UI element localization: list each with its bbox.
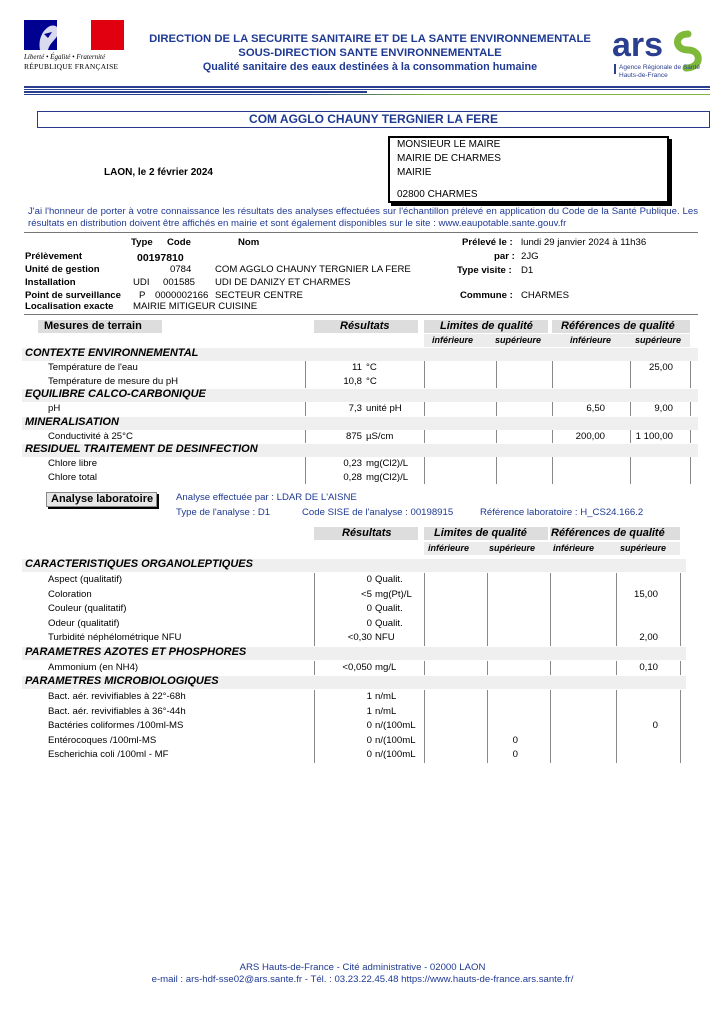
cell-border bbox=[550, 573, 551, 588]
footer-address: ARS Hauts-de-France - Cité administrative - 02000 LAON bbox=[239, 962, 486, 973]
result-unit: °C bbox=[366, 362, 377, 373]
address-line: 02800 CHARMES bbox=[397, 189, 478, 200]
result-value: 875 bbox=[345, 430, 362, 442]
cell-border bbox=[680, 690, 681, 705]
ars-logo-icon bbox=[610, 28, 710, 80]
labo-references-header: Références de qualité bbox=[551, 527, 665, 539]
cell-border bbox=[496, 402, 497, 416]
page-title: COM AGGLO CHAUNY TERGNIER LA FERE bbox=[37, 111, 710, 128]
result-value: 0 bbox=[366, 574, 372, 585]
ars-sub2: Hauts-de-France bbox=[619, 72, 668, 79]
result-unit: n/(100mL bbox=[375, 749, 416, 760]
cell-border bbox=[314, 661, 315, 676]
parameter-label: Turbidité néphélométrique NFU bbox=[48, 632, 182, 643]
cell-border bbox=[424, 631, 425, 646]
cell-border bbox=[680, 734, 681, 749]
parameter-label: Escherichia coli /100ml - MF bbox=[48, 749, 169, 760]
cell-border bbox=[680, 602, 681, 617]
ref-sup-value: 25,00 bbox=[648, 362, 673, 373]
section-title: PARAMETRES MICROBIOLOGIQUES bbox=[25, 675, 219, 687]
cell-border bbox=[424, 430, 425, 444]
cell-border bbox=[630, 361, 631, 375]
ps-label: Point de surveillance bbox=[25, 290, 121, 301]
installation-code: 001585 bbox=[163, 277, 196, 288]
cell-border bbox=[616, 617, 617, 632]
section-title: MINERALISATION bbox=[25, 415, 119, 428]
parameter-label: Aspect (qualitatif) bbox=[48, 574, 123, 585]
cell-border bbox=[550, 661, 551, 676]
result-unit: n/mL bbox=[375, 705, 397, 717]
cell-border bbox=[616, 734, 617, 749]
cell-border bbox=[550, 602, 551, 617]
cell-border bbox=[550, 734, 551, 749]
ars-sub1: Agence Régionale de Santé bbox=[619, 64, 700, 71]
cell-border bbox=[616, 661, 617, 676]
preleve-label: Prélevé le : bbox=[462, 237, 513, 248]
cell-border bbox=[424, 573, 425, 588]
cell-border bbox=[424, 617, 425, 632]
cell-border bbox=[487, 748, 488, 763]
cell-border bbox=[630, 375, 631, 389]
cell-border bbox=[550, 588, 551, 603]
udg-code: 0784 bbox=[170, 264, 192, 275]
cell-border bbox=[305, 402, 306, 416]
commune-label: Commune : bbox=[460, 290, 513, 301]
cell-border bbox=[314, 705, 315, 720]
cell-border bbox=[680, 573, 681, 588]
result-unit: mg(Cl2)/L bbox=[366, 471, 409, 483]
result-value: <5 bbox=[361, 588, 372, 600]
section-title: CARACTERISTIQUES ORGANOLEPTIQUES bbox=[25, 558, 253, 570]
header-stripes bbox=[24, 86, 710, 98]
result-unit: °C bbox=[366, 375, 377, 387]
result-value: 1 bbox=[366, 691, 372, 702]
parameter-label: Bact. aér. revivifiables à 36°-44h bbox=[48, 705, 186, 717]
labo-code-sise: Code SISE de l'analyse : 00198915 bbox=[302, 507, 454, 518]
type-visite-value: D1 bbox=[521, 265, 534, 276]
parameter-label: pH bbox=[48, 403, 61, 414]
parameter-label: Couleur (qualitatif) bbox=[48, 603, 127, 614]
cell-border bbox=[690, 430, 691, 444]
ref-sup-value: 0,10 bbox=[639, 661, 658, 673]
cell-border bbox=[690, 402, 691, 416]
result-value: 0 bbox=[366, 720, 372, 731]
ars-logo bbox=[610, 28, 710, 80]
parameter-label: Température de mesure du pH bbox=[48, 375, 179, 387]
cell-border bbox=[314, 631, 315, 646]
result-unit: n/mL bbox=[375, 691, 397, 702]
cell-border bbox=[680, 661, 681, 676]
section-title: EQUILIBRE CALCO-CARBONIQUE bbox=[25, 388, 206, 400]
cell-border bbox=[487, 631, 488, 646]
cell-border bbox=[487, 602, 488, 617]
cell-border bbox=[630, 430, 631, 444]
terrain-references-header: Références de qualité bbox=[561, 320, 675, 332]
cell-border bbox=[424, 588, 425, 603]
result-value: 11 bbox=[352, 362, 362, 373]
result-value: 0 bbox=[366, 734, 372, 746]
cell-border bbox=[552, 430, 553, 444]
cell-border bbox=[552, 471, 553, 485]
cell-border bbox=[487, 588, 488, 603]
cell-border bbox=[680, 617, 681, 632]
cell-border bbox=[314, 617, 315, 632]
labo-ref-labo: Référence laboratoire : H_CS24.166.2 bbox=[480, 507, 644, 518]
parameter-label: Bactéries coliformes /100ml-MS bbox=[48, 720, 184, 731]
cell-border bbox=[550, 631, 551, 646]
result-value: 1 bbox=[366, 705, 372, 717]
cell-border bbox=[314, 588, 315, 603]
cell-border bbox=[424, 734, 425, 749]
cell-border bbox=[616, 573, 617, 588]
cell-border bbox=[680, 588, 681, 603]
cell-border bbox=[552, 457, 553, 471]
col-nom-header: Nom bbox=[238, 237, 260, 248]
ref-inf-value: 200,00 bbox=[575, 430, 605, 442]
cell-border bbox=[630, 402, 631, 416]
installation-type: UDI bbox=[133, 277, 150, 288]
result-value: 0 bbox=[366, 617, 372, 629]
ref-sup-value: 2,00 bbox=[639, 632, 658, 643]
cell-border bbox=[424, 748, 425, 763]
prelevement-label: Prélèvement bbox=[25, 251, 83, 262]
ref-sup-value: 9,00 bbox=[654, 403, 673, 414]
date-line: LAON, le 2 février 2024 bbox=[104, 167, 213, 178]
type-visite-label: Type visite : bbox=[457, 265, 512, 276]
parameter-label: Odeur (qualitatif) bbox=[48, 617, 120, 629]
udg-label: Unité de gestion bbox=[25, 264, 100, 275]
cell-border bbox=[552, 361, 553, 375]
rf-name: RÉPUBLIQUE FRANÇAISE bbox=[24, 62, 119, 71]
cell-border bbox=[616, 602, 617, 617]
cell-border bbox=[496, 375, 497, 389]
result-value: <0,050 bbox=[342, 661, 372, 673]
result-unit: mg(Cl2)/L bbox=[366, 458, 409, 469]
result-unit: NFU bbox=[375, 632, 395, 643]
republique-francaise-logo bbox=[24, 20, 126, 74]
cell-border bbox=[424, 602, 425, 617]
terrain-limites-header: Limites de qualité bbox=[440, 320, 533, 332]
preleve-value: lundi 29 janvier 2024 à 11h36 bbox=[521, 237, 647, 248]
cell-border bbox=[487, 573, 488, 588]
cell-border bbox=[424, 402, 425, 416]
ref-sup-value: 15,00 bbox=[633, 588, 658, 600]
section-title: CONTEXTE ENVIRONNEMENTAL bbox=[25, 347, 199, 359]
ars-brand: ars bbox=[612, 28, 664, 64]
cell-border bbox=[690, 471, 691, 485]
result-value: 0 bbox=[366, 749, 372, 760]
address-line: MAIRIE bbox=[397, 167, 432, 178]
cell-border bbox=[552, 375, 553, 389]
installation-label: Installation bbox=[25, 277, 76, 288]
labo-lim-inf-header: inférieure bbox=[428, 543, 470, 553]
cell-border bbox=[616, 588, 617, 603]
cell-border bbox=[550, 617, 551, 632]
header-sous-direction: SOUS-DIRECTION SANTE ENVIRONNEMENTALE bbox=[238, 47, 502, 59]
cell-border bbox=[424, 719, 425, 734]
limit-sup-value: 0 bbox=[512, 734, 518, 746]
cell-border bbox=[680, 748, 681, 763]
result-value: 10,8 bbox=[343, 375, 362, 387]
cell-border bbox=[314, 734, 315, 749]
parameter-label: Chlore libre bbox=[48, 458, 98, 469]
cell-border bbox=[496, 471, 497, 485]
cell-border bbox=[314, 602, 315, 617]
labo-ref-inf-header: inférieure bbox=[553, 543, 595, 553]
limit-sup-value: 0 bbox=[512, 749, 518, 760]
cell-border bbox=[314, 573, 315, 588]
cell-border bbox=[305, 375, 306, 389]
parameter-label: Conductivité à 25°C bbox=[48, 430, 133, 442]
cell-border bbox=[487, 690, 488, 705]
intro-text: J'ai l'honneur de porter à votre connaissance les résultats des analyses effectuées sur l'échantillon prélevé en application du Code de la Santé Publique. Les résultats en distribution doivent être affichés en mairie et sont également disponibles sur le site : www.eaupotable.sante.gouv.fr bbox=[28, 206, 698, 229]
cell-border bbox=[690, 375, 691, 389]
result-unit: mg(Pt)/L bbox=[375, 588, 412, 600]
labo-lim-sup-header: supérieure bbox=[489, 543, 536, 553]
cell-border bbox=[305, 430, 306, 444]
cell-border bbox=[424, 471, 425, 485]
cell-border bbox=[630, 457, 631, 471]
cell-border bbox=[550, 705, 551, 720]
cell-border bbox=[487, 661, 488, 676]
cell-border bbox=[487, 617, 488, 632]
cell-border bbox=[550, 690, 551, 705]
prelevement-code: 00197810 bbox=[137, 252, 184, 264]
ref-sup-value: 1 100,00 bbox=[635, 430, 673, 442]
parameter-label: Ammonium (en NH4) bbox=[48, 661, 139, 673]
separator bbox=[24, 314, 698, 315]
cell-border bbox=[305, 361, 306, 375]
labo-limites-header: Limites de qualité bbox=[434, 527, 527, 539]
cell-border bbox=[424, 705, 425, 720]
cell-border bbox=[616, 690, 617, 705]
result-value: <0,30 bbox=[347, 632, 372, 643]
cell-border bbox=[487, 719, 488, 734]
parameter-label: Chlore total bbox=[48, 471, 98, 483]
labo-ref-sup-header: supérieure bbox=[620, 543, 667, 553]
result-unit: mg/L bbox=[375, 661, 397, 673]
result-unit: n/(100mL bbox=[375, 734, 416, 746]
rf-motto: Liberté • Égalité • Fraternité bbox=[24, 53, 106, 61]
result-unit: unité pH bbox=[366, 403, 402, 414]
udg-nom: COM AGGLO CHAUNY TERGNIER LA FERE bbox=[215, 264, 411, 275]
terrain-lim-inf-header: inférieure bbox=[432, 335, 474, 345]
terrain-resultats-header: Résultats bbox=[340, 320, 390, 332]
parameter-label: Température de l'eau bbox=[48, 362, 138, 373]
cell-border bbox=[314, 748, 315, 763]
labo-type-analyse: Type de l'analyse : D1 bbox=[176, 507, 271, 518]
section-title: RESIDUEL TRAITEMENT DE DESINFECTION bbox=[25, 443, 258, 455]
cell-border bbox=[616, 748, 617, 763]
cell-border bbox=[487, 705, 488, 720]
cell-border bbox=[616, 705, 617, 720]
cell-border bbox=[424, 375, 425, 389]
cell-border bbox=[616, 631, 617, 646]
header-subtitle: Qualité sanitaire des eaux destinées à la consommation humaine bbox=[202, 61, 538, 73]
cell-border bbox=[487, 734, 488, 749]
header-direction: DIRECTION DE LA SECURITE SANITAIRE ET DE LA SANTE ENVIRONNEMENTALE bbox=[149, 33, 591, 45]
installation-nom: UDI DE DANIZY ET CHARMES bbox=[215, 277, 351, 288]
cell-border bbox=[550, 748, 551, 763]
result-unit: Qualit. bbox=[375, 603, 403, 614]
section-band bbox=[22, 417, 698, 430]
cell-border bbox=[424, 457, 425, 471]
result-value: 0,28 bbox=[343, 471, 362, 483]
cell-border bbox=[680, 631, 681, 646]
labo-effectuee: Analyse effectuée par : LDAR DE L'AISNE bbox=[176, 492, 357, 503]
ps-code: 0000002166 bbox=[155, 290, 209, 301]
result-value: 7,3 bbox=[348, 403, 362, 414]
terrain-lim-sup-header: supérieure bbox=[495, 335, 542, 345]
cell-border bbox=[616, 719, 617, 734]
address-line: MAIRIE DE CHARMES bbox=[397, 153, 501, 164]
parameter-label: Bact. aér. revivifiables à 22°-68h bbox=[48, 691, 186, 702]
cell-border bbox=[314, 719, 315, 734]
cell-border bbox=[550, 719, 551, 734]
terrain-title: Mesures de terrain bbox=[44, 320, 142, 332]
par-label: par : bbox=[494, 251, 515, 262]
cell-border bbox=[496, 457, 497, 471]
commune-value: CHARMES bbox=[521, 290, 569, 301]
cell-border bbox=[496, 361, 497, 375]
terrain-ref-inf-header: inférieure bbox=[570, 335, 612, 345]
marianne-flag-icon bbox=[24, 20, 124, 50]
result-value: 0 bbox=[366, 603, 372, 614]
cell-border bbox=[690, 457, 691, 471]
ps-nom: SECTEUR CENTRE bbox=[215, 290, 303, 301]
result-unit: Qualit. bbox=[375, 617, 403, 629]
cell-border bbox=[305, 457, 306, 471]
cell-border bbox=[305, 471, 306, 485]
ps-type: P bbox=[139, 290, 146, 301]
col-code-header: Code bbox=[167, 237, 191, 248]
cell-border bbox=[314, 690, 315, 705]
cell-border bbox=[552, 402, 553, 416]
section-title: PARAMETRES AZOTES ET PHOSPHORES bbox=[25, 645, 247, 658]
footer-contact: e-mail : ars-hdf-sse02@ars.sante.fr - Tél. : 03.23.22.45.48 https://www.hauts-de-france.ars.sante.fr/ bbox=[151, 974, 574, 985]
cell-border bbox=[496, 430, 497, 444]
ref-sup-value: 0 bbox=[652, 720, 658, 731]
par-value: 2JG bbox=[521, 251, 539, 262]
result-unit: n/(100mL bbox=[375, 720, 416, 731]
ref-inf-value: 6,50 bbox=[586, 403, 605, 414]
cell-border bbox=[680, 705, 681, 720]
labo-resultats-header: Résultats bbox=[342, 527, 392, 539]
cell-border bbox=[630, 471, 631, 485]
cell-border bbox=[680, 719, 681, 734]
result-unit: µS/cm bbox=[366, 430, 394, 442]
cell-border bbox=[690, 361, 691, 375]
parameter-label: Coloration bbox=[48, 588, 92, 600]
terrain-ref-sup-header: supérieure bbox=[635, 335, 682, 345]
separator bbox=[24, 232, 698, 233]
cell-border bbox=[424, 361, 425, 375]
parameter-label: Entérocoques /100ml-MS bbox=[48, 734, 157, 746]
localisation-value: MAIRIE MITIGEUR CUISINE bbox=[133, 301, 258, 312]
labo-title: Analyse laboratoire bbox=[51, 493, 154, 505]
localisation-label: Localisation exacte bbox=[25, 301, 114, 312]
cell-border bbox=[424, 690, 425, 705]
result-value: 0,23 bbox=[343, 458, 362, 469]
address-line: MONSIEUR LE MAIRE bbox=[397, 139, 501, 150]
result-unit: Qualit. bbox=[375, 574, 403, 585]
cell-border bbox=[424, 661, 425, 676]
col-type-header: Type bbox=[131, 237, 153, 248]
